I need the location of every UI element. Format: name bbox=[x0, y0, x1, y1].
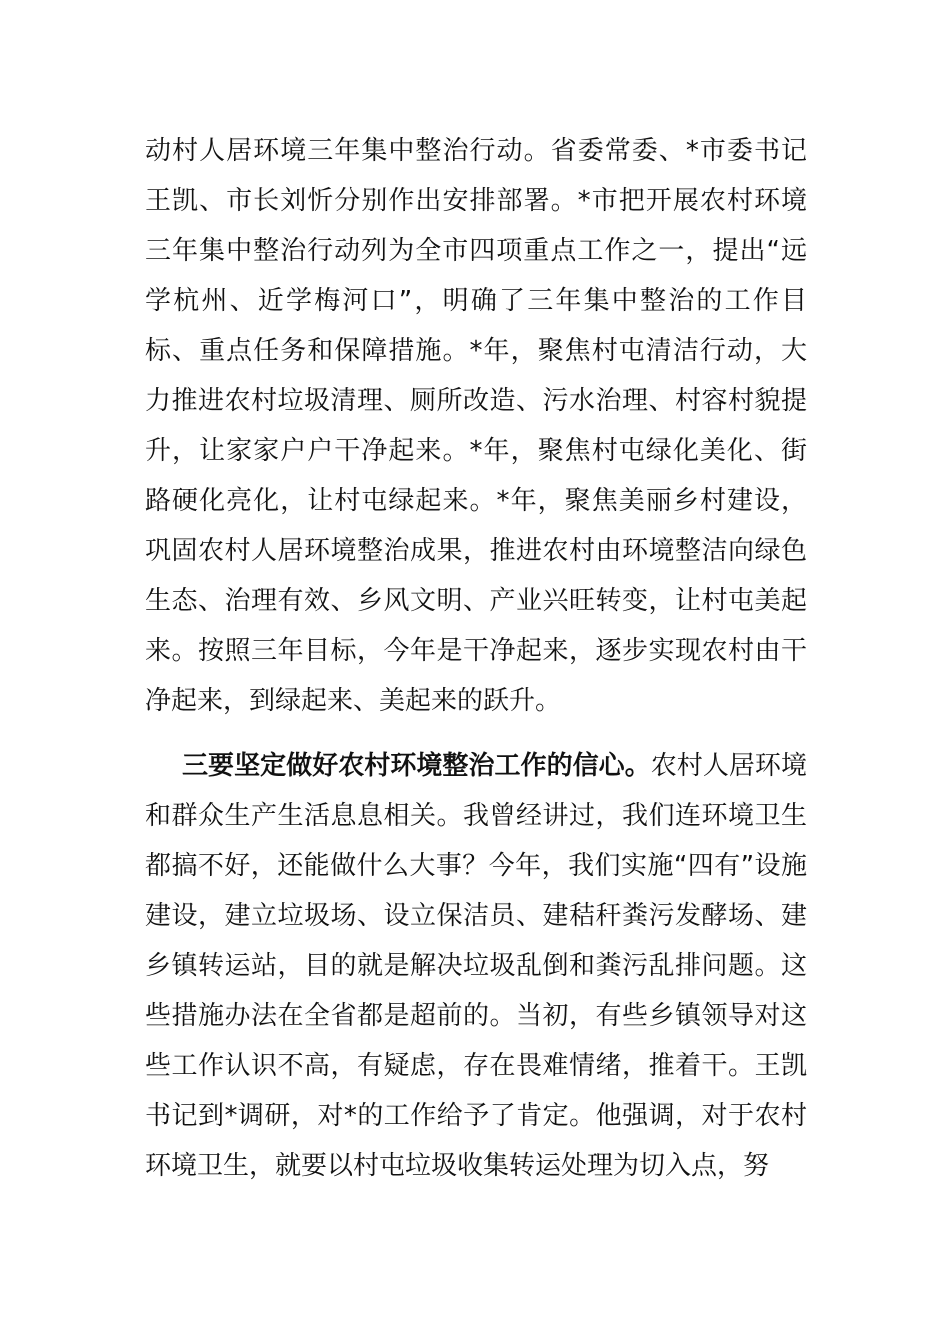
document-body bbox=[145, 126, 807, 1191]
paragraph-lead-heading: 三要坚定做好农村环境整治工作的信心。 bbox=[182, 751, 651, 781]
paragraph-continuation: 动村人居环境三年集中整治行动。省委常委、*市委书记王凯、市长刘忻分别作出安排部署。*市把开展农村环境三年集中整治行动列为全市四项重点工作之一，提出“远学杭州、近学梅河口”，明确了三年集中整治的工作目标、重点任务和保障措施。*年，聚焦村屯清洁行动，大力推进农村垃圾清理、厕所改造、污水治理、村容村貌提升，让家家户户干净起来。*年，聚焦村屯绿化美化、街路硬化亮化，让村屯绿起来。*年，聚焦美丽乡村建设，巩固农村人居环境整治成果，推进农村由环境整洁向绿色生态、治理有效、乡风文明、产业兴旺转变，让村屯美起来。按照三年目标，今年是干净起来，逐步实现农村由干净起来，到绿起来、美起来的跃升。 bbox=[145, 136, 807, 716]
paragraph-confidence bbox=[145, 741, 807, 1191]
paragraph-body-text: 农村人居环境和群众生产生活息息相关。我曾经讲过，我们连环境卫生都搞不好，还能做什么大事？今年，我们实施“四有”设施建设，建立垃圾场、设立保洁员、建秸秆粪污发酵场、建乡镇转运站，目的就是解决垃圾乱倒和粪污乱排问题。这些措施办法在全省都是超前的。当初，有些乡镇领导对这些工作认识不高，有疑虑，存在畏难情绪，推着干。王凯书记到*调研，对*的工作给予了肯定。他强调，对于农村环境卫生，就要以村屯垃圾收集转运处理为切入点，努 bbox=[145, 751, 807, 1181]
